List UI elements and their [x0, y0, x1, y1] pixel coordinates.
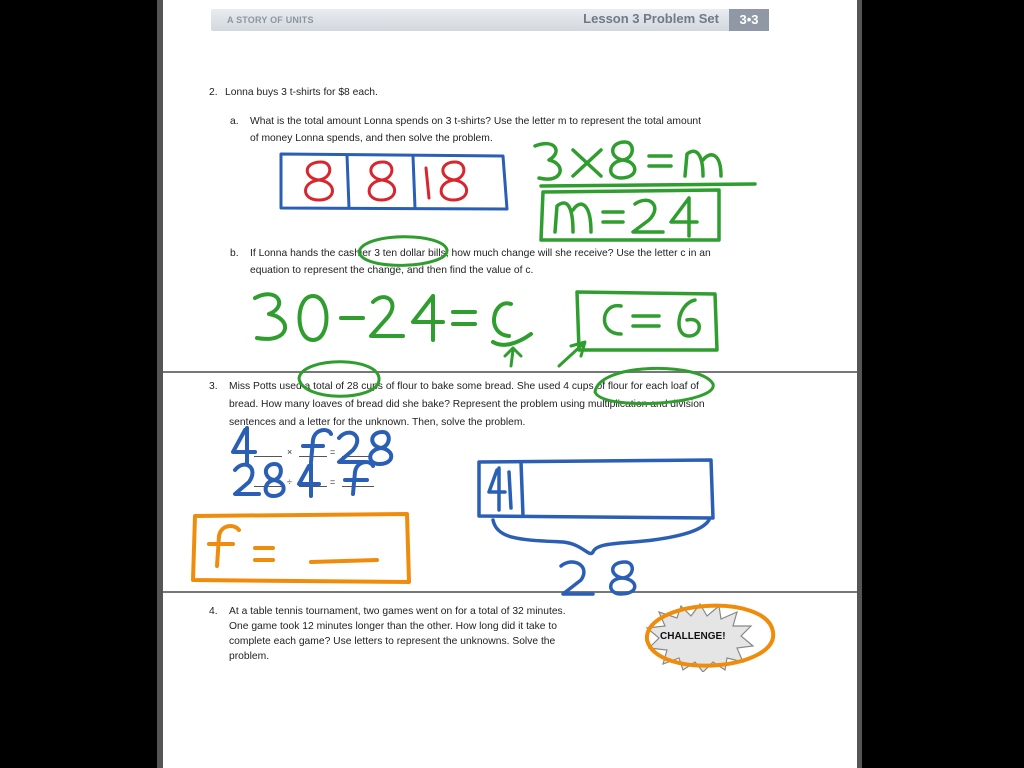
problem-3-number: 3. [209, 381, 218, 392]
equation-28-4-f [235, 462, 373, 496]
challenge-circle [647, 606, 773, 666]
problem-2a-label: a. [230, 116, 239, 127]
highlight-circle [595, 368, 713, 403]
problem-2a-line-2: of money Lonna spends, and then solve the problem. [250, 133, 493, 144]
handwritten-annotations [163, 0, 857, 768]
problem-3-line-1: Miss Potts used a total of 28 cups of flour to bake some bread. She used 4 cups of flour for each loaf of [229, 381, 699, 392]
equals-sign: = [330, 447, 336, 457]
problem-2a-line-1: What is the total amount Lonna spends on 3 t-shirts? Use the letter m to represent the total amount [250, 116, 702, 127]
highlight-circle [359, 237, 447, 266]
problem-2b-line-2: equation to represent the change, and then find the value of c. [250, 265, 534, 276]
curriculum-series: A STORY OF UNITS [227, 15, 314, 25]
problem-4-line-2: One game took 12 minutes longer than the other. How long did it take to [229, 621, 557, 632]
tape-diagram-3 [479, 460, 713, 594]
problem-4-number: 4. [209, 606, 218, 617]
equals-sign: = [330, 477, 336, 487]
lesson-title: Lesson 3 Problem Set [583, 11, 719, 26]
answer-box-m-24 [541, 190, 719, 240]
equation-4xf-28 [233, 428, 391, 464]
multiply-sign: × [287, 447, 293, 457]
problem-3-line-3: sentences and a letter for the unknown. Then, solve the problem. [229, 417, 526, 428]
handwritten-digit [306, 162, 333, 200]
handwritten-digit [369, 162, 395, 200]
worksheet-page [163, 0, 857, 768]
answer-box-c-6 [577, 292, 717, 350]
equation-3x8-m [535, 142, 755, 186]
page-right-edge [857, 0, 862, 768]
problem-2-number: 2. [209, 87, 218, 98]
divide-sign: ÷ [287, 477, 292, 487]
problem-2-text: Lonna buys 3 t-shirts for $8 each. [225, 87, 378, 98]
problem-4-line-3: complete each game? Use letters to represent the unknowns. Solve the [229, 636, 556, 647]
equation-30-24-c [255, 294, 531, 345]
problem-2b-label: b. [230, 248, 239, 259]
handwritten-digit [441, 162, 467, 200]
problem-4-line-1: At a table tennis tournament, two games went on for a total of 32 minutes. [229, 606, 566, 617]
problem-4-line-4: problem. [229, 651, 270, 662]
highlight-circle [299, 362, 379, 397]
answer-box-f [193, 514, 409, 582]
problem-2b-line-1: If Lonna hands the cashier 3 ten dollar bills, how much change will she receive? Use the letter c in an [250, 248, 711, 259]
problem-3-line-2: bread. How many loaves of bread did she bake? Represent the problem using multiplication and division [229, 399, 705, 410]
challenge-label: CHALLENGE! [660, 631, 726, 642]
lesson-code: 3•3 [729, 9, 769, 31]
